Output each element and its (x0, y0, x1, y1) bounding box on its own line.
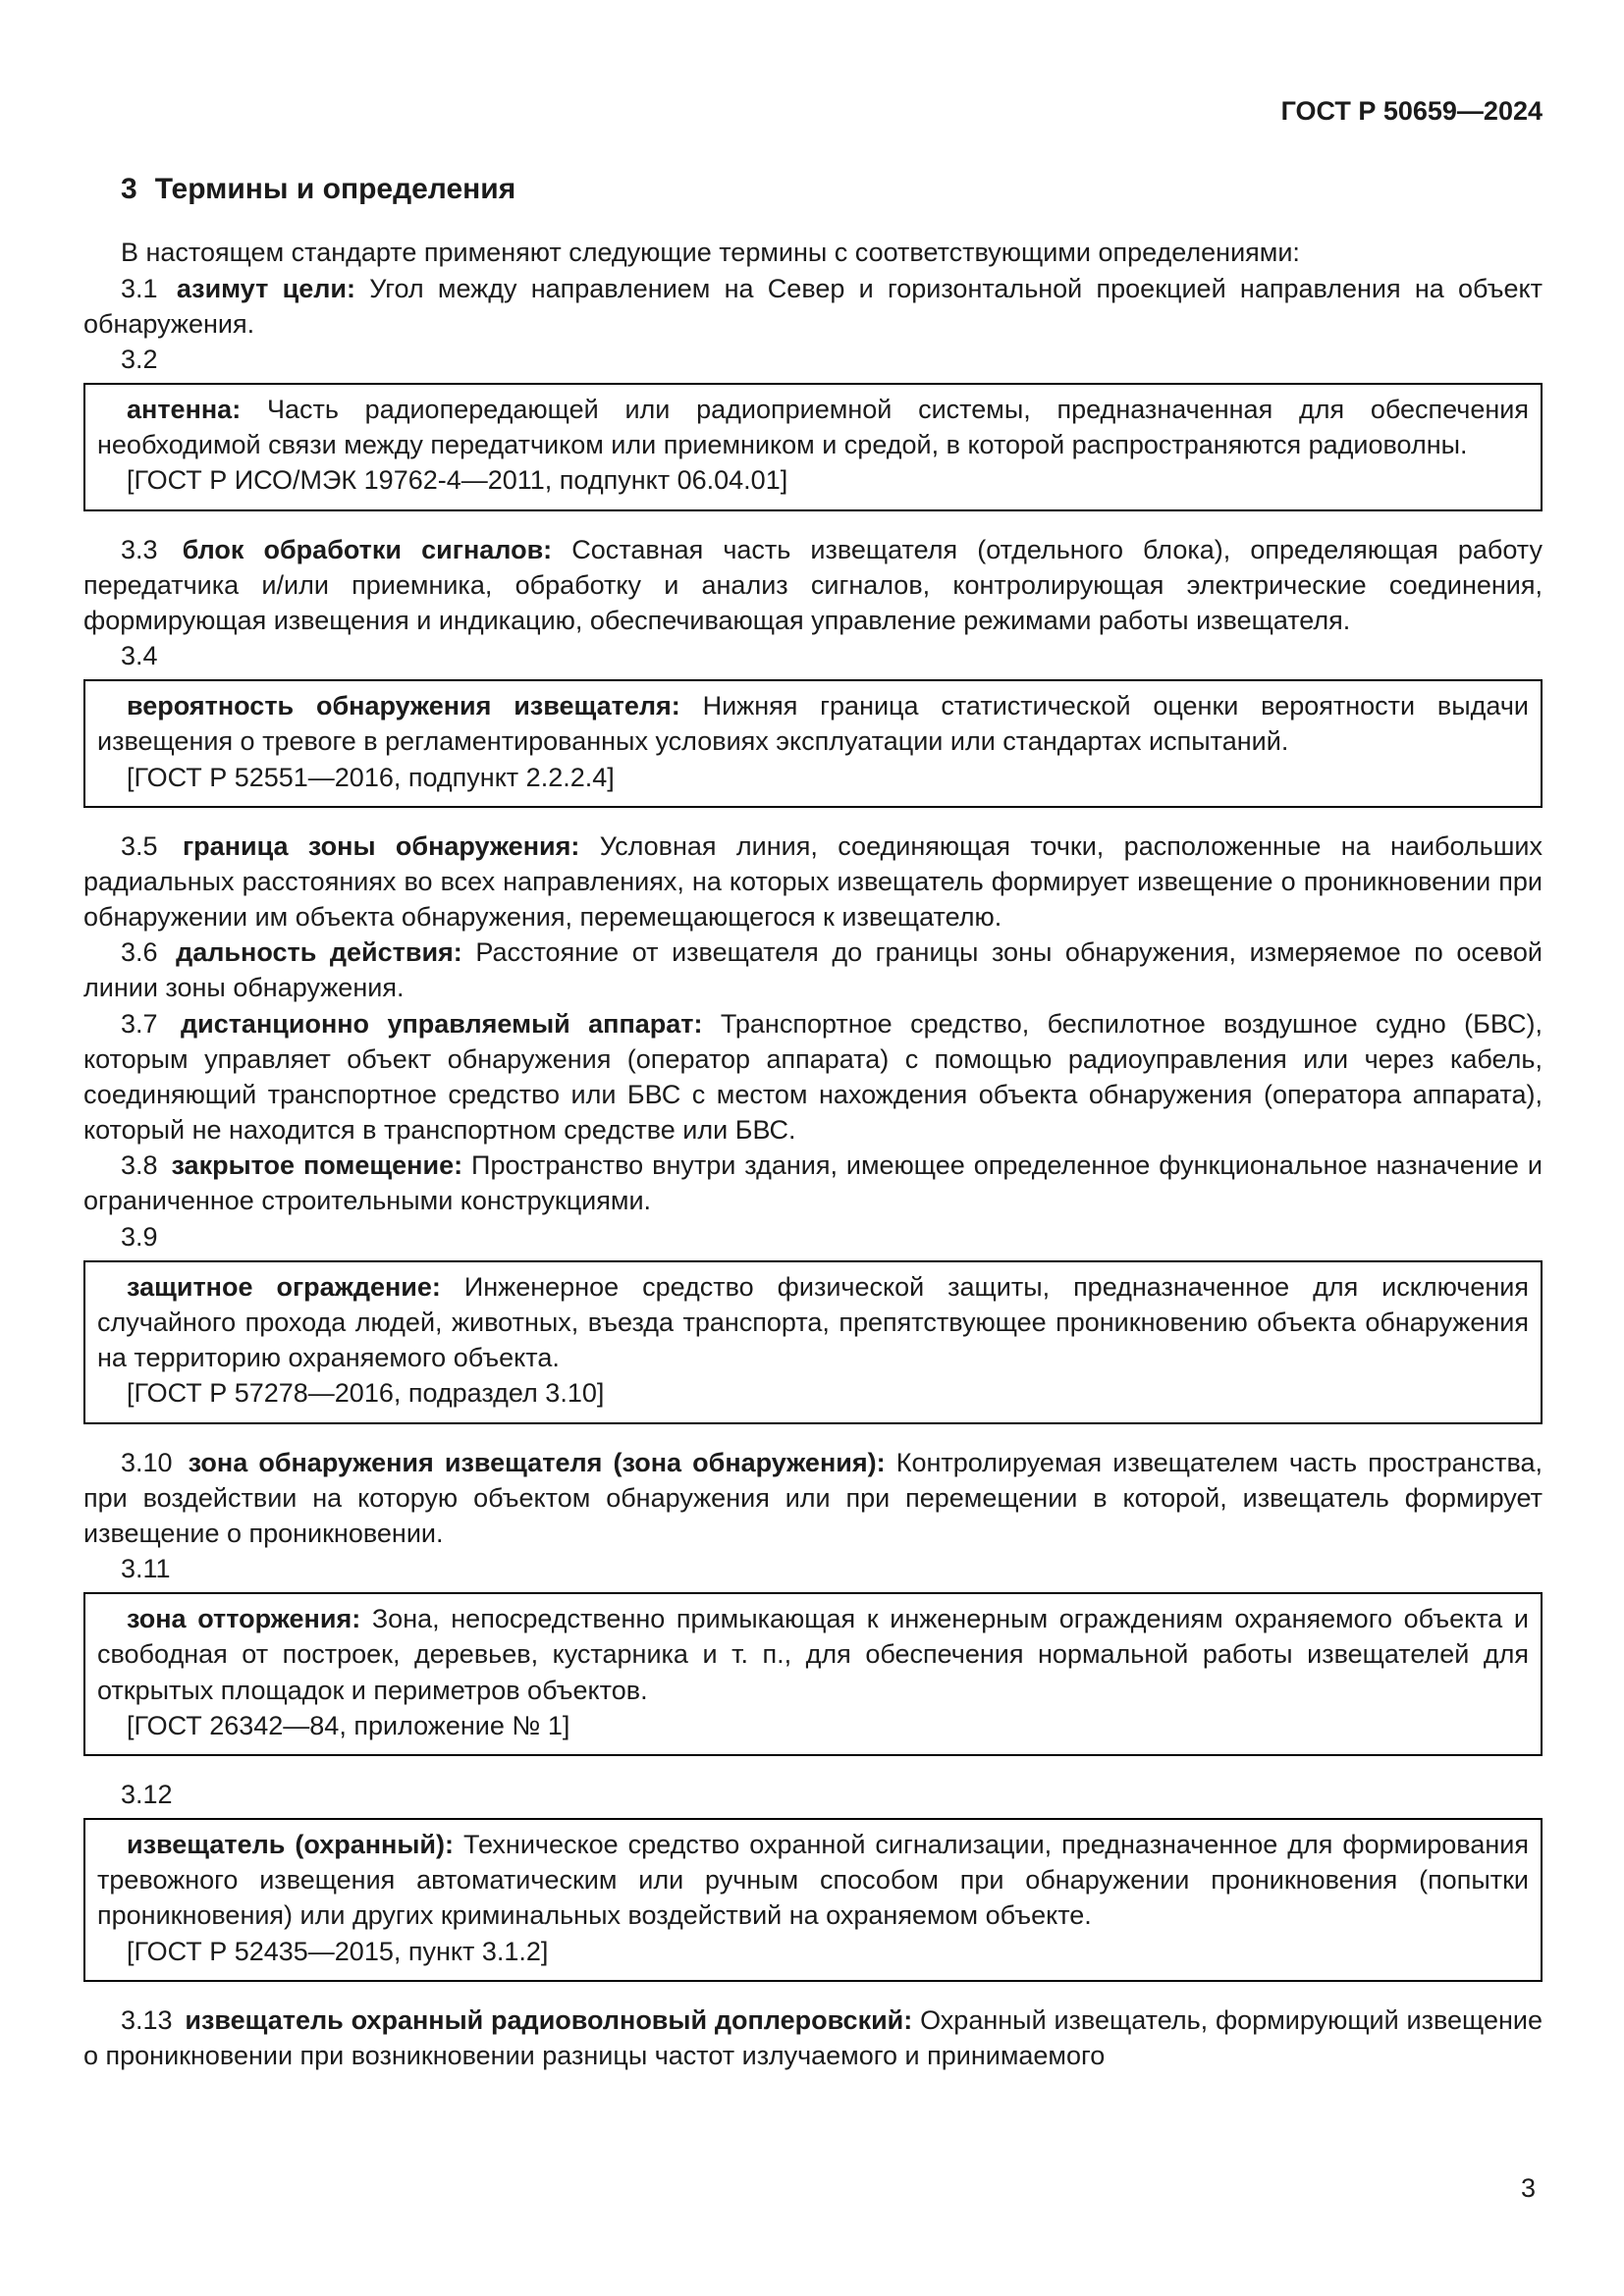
term-definition: Расстояние от извещателя до границы зоны обнаружения, измеряемое по осевой линии зоны обнаружения. (83, 937, 1543, 1003)
term-3-13 (83, 2002, 1543, 2073)
term-definition: Техническое средство охранной сигнализации, предназначенное для формирования тревожного извещения автоматическим или ручным способом при обнаружении проникновения (попытки проникновения) или других криминальных воздействий на охраняемом объекте. (97, 1830, 1529, 1931)
term-name: извещатель (охранный): (127, 1830, 454, 1860)
intro-paragraph: В настоящем стандарте применяют следующие термины с соответствующими определениями: (121, 238, 1300, 268)
boxed-term-3-11 (97, 1601, 1529, 1708)
term-name: блок обработки сигналов: (182, 534, 553, 564)
term-name: антенна: (127, 395, 242, 425)
term-source-3-4: [ГОСТ Р 52551—2016, подпункт 2.2.2.4] (127, 762, 615, 792)
term-name: дистанционно управляемый аппарат: (180, 1008, 703, 1039)
term-name: вероятность обнаружения извещателя: (127, 691, 680, 721)
term-3-6 (83, 934, 1543, 1005)
term-number-3-9: 3.9 (121, 1221, 158, 1252)
term-name: азимут цели: (176, 273, 355, 303)
term-name: зона обнаружения извещателя (зона обнаружения): (188, 1447, 886, 1477)
term-source-3-2: [ГОСТ Р ИСО/МЭК 19762-4—2011, подпункт 06.04.01] (127, 465, 788, 496)
term-number: 3.10 (121, 1447, 173, 1477)
term-name: защитное ограждение: (127, 1271, 441, 1302)
term-definition: Охранный извещатель, формирующий извещение о проникновении при возникновении разницы частот излучаемого и принимаемого (83, 2004, 1543, 2070)
term-number: 3.7 (121, 1008, 158, 1039)
term-definition: Инженерное средство физической защиты, предназначенное для исключения случайного прохода людей, животных, въезда транспорта, препятствующее проникновению объекта обнаружения на территорию охраняемого объекта. (97, 1271, 1529, 1373)
boxed-term-3-9 (97, 1269, 1529, 1376)
section-title (83, 170, 1543, 209)
page-header (83, 93, 1543, 129)
term-name: закрытое помещение: (171, 1150, 463, 1181)
term-source-3-12: [ГОСТ Р 52435—2015, пункт 3.1.2] (127, 1936, 549, 1966)
term-definition: Нижняя граница статистической оценки вероятности выдачи извещения о тревоге в регламентированных условиях эксплуатации или стандартах испытаний. (97, 691, 1529, 757)
term-number-3-11: 3.11 (121, 1554, 171, 1584)
term-3-3 (83, 532, 1543, 639)
term-number: 3.1 (121, 273, 158, 303)
term-number: 3.6 (121, 937, 158, 968)
term-number: 3.5 (121, 830, 158, 861)
term-definition: Часть радиопередающей или радиоприемной системы, предназначенная для обеспечения необходимой связи между передатчиком или приемником и средой, в которой распространяются радиоволны. (97, 395, 1529, 460)
page-number: 3 (1520, 2172, 1536, 2203)
page-content (83, 93, 1543, 2073)
definition-box-3-9 (83, 1260, 1543, 1424)
term-3-1 (83, 271, 1543, 342)
term-number-3-12: 3.12 (121, 1779, 173, 1809)
term-definition: Контролируемая извещателем часть пространства, при воздействии на которую объектом обнаружения или при перемещении в которой, извещатель формирует извещение о проникновении. (83, 1447, 1543, 1548)
term-source-3-9: [ГОСТ Р 57278—2016, подраздел 3.10] (127, 1378, 605, 1409)
doc-code: ГОСТ Р 50659—2024 (1280, 96, 1543, 126)
term-number: 3.8 (121, 1150, 158, 1181)
term-definition: Зона, непосредственно примыкающая к инженерным ограждениям охраняемого объекта и свободная от построек, деревьев, кустарника и т. п., для обеспечения нормальной работы извещателей для открытых площадок и периметров объектов. (97, 1604, 1530, 1705)
term-name: зона отторжения: (127, 1604, 361, 1634)
term-number: 3.13 (121, 2004, 173, 2035)
term-definition: Пространство внутри здания, имеющее определенное функциональное назначение и ограниченное строительными конструкциями. (83, 1150, 1543, 1216)
definition-box-3-11 (83, 1592, 1543, 1756)
term-source-3-11: [ГОСТ 26342—84, приложение № 1] (127, 1710, 570, 1740)
term-number-3-2: 3.2 (121, 344, 158, 374)
term-3-10 (83, 1445, 1543, 1552)
term-name: дальность действия: (176, 937, 462, 968)
boxed-term-3-12 (97, 1827, 1529, 1934)
term-3-5 (83, 828, 1543, 935)
term-3-7 (83, 1006, 1543, 1148)
term-number-3-4: 3.4 (121, 641, 158, 671)
term-3-8 (83, 1148, 1543, 1218)
definition-box-3-12 (83, 1818, 1543, 1982)
term-number: 3.3 (121, 534, 158, 564)
definition-box-3-4 (83, 679, 1543, 808)
term-name: граница зоны обнаружения: (182, 830, 580, 861)
section-number: 3 (121, 173, 137, 206)
boxed-term-3-4 (97, 688, 1529, 759)
definition-box-3-2 (83, 383, 1543, 511)
boxed-term-3-2 (97, 392, 1529, 462)
term-definition: Условная линия, соединяющая точки, расположенные на наибольших радиальных расстояниях во всех направлениях, на которых извещатель формирует извещение о проникновении при обнаружении им объекта обнаружения, перемещающегося к извещателю. (83, 830, 1543, 933)
term-definition: Транспортное средство, беспилотное воздушное судно (БВС), которым управляет объект обнаружения (оператор аппарата) с помощью радиоуправления или через кабель, соединяющий транспортное средство или БВС с местом нахождения объекта обнаружения (оператора аппарата), который не находится в транспортном средстве или БВС. (83, 1008, 1543, 1146)
term-name: извещатель охранный радиоволновый доплеровский: (185, 2004, 913, 2035)
term-definition: Угол между направлением на Север и горизонтальной проекцией направления на объект обнаружения. (83, 273, 1543, 339)
term-definition: Составная часть извещателя (отдельного блока), определяющая работу передатчика и/или приемника, обработку и анализ сигналов, контролирующая электрические соединения, формирующая извещения и индикацию, обеспечивающая управление режимами работы извещателя. (83, 534, 1543, 635)
section-title-text: Термины и определения (154, 173, 516, 206)
